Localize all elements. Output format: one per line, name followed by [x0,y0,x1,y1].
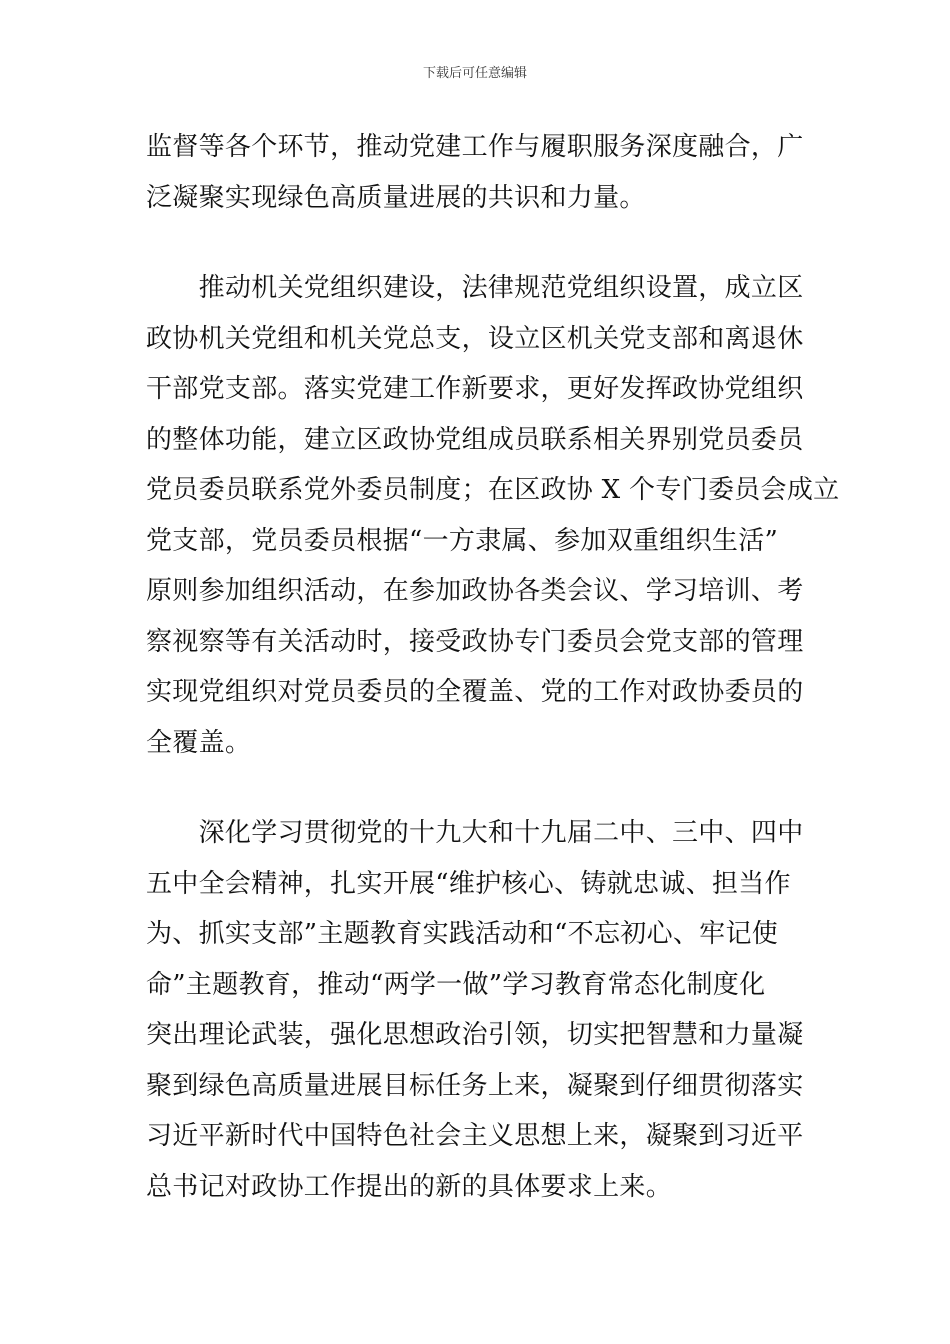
text-line: 深化学习贯彻党的十九大和十九届二中、三中、四中 [146,818,804,848]
text-line: 党员委员联系党外委员制度；在区政协 X 个专门委员会成立 [146,475,840,505]
text-line: 察视察等有关活动时，接受政协专门委员会党支部的管理 [146,626,804,657]
text-line: 原则参加组织活动，在参加政协各类会议、学习培训、考 [146,576,804,606]
paragraph-2 [146,263,840,768]
text-line: 党支部，党员委员根据“一方隶属、参加双重组织生活” [146,525,779,556]
text-line: 习近平新时代中国特色社会主义思想上来，凝聚到习近平 [146,1121,804,1151]
text-line: 聚到绿色高质量进展目标任务上来，凝聚到仔细贯彻落实 [146,1070,804,1101]
text-line: 全覆盖。 [146,727,252,758]
text-line: 五中全会精神，扎实开展“维护核心、铸就忠诚、担当作 [146,868,791,899]
text-line: 干部党支部。落实党建工作新要求，更好发挥政协党组织 [146,374,804,404]
page-header-note: 下载后可任意编辑 [422,66,527,81]
text-line: 命”主题教育，推动“两学一做”学习教育常态化制度化 [146,969,766,1000]
text-line: 推动机关党组织建设，法律规范党组织设置，成立区 [146,273,804,303]
text-line: 总书记对政协工作提出的新的具体要求上来。 [146,1171,673,1202]
paragraph-spacer [146,223,808,263]
text-line: 的整体功能，建立区政协党组成员联系相关界别党员委员 [146,424,804,455]
text-line: 实现党组织对党员委员的全覆盖、党的工作对政协委员的 [146,677,804,707]
paragraph-1 [146,122,808,223]
paragraph-spacer [146,768,808,808]
text-line: 政协机关党组和机关党总支，设立区机关党支部和离退休 [146,323,804,354]
paragraph-3 [146,808,808,1212]
text-line: 突出理论武装，强化思想政治引领，切实把智慧和力量凝 [146,1020,804,1050]
document-body [146,122,840,1212]
text-line: 监督等各个环节，推动党建工作与履职服务深度融合，广 [146,132,804,162]
text-line: 为、抓实支部”主题教育实践活动和“不忘初心、牢记使 [146,919,779,949]
text-line: 泛凝聚实现绿色高质量进展的共识和力量。 [146,182,646,213]
